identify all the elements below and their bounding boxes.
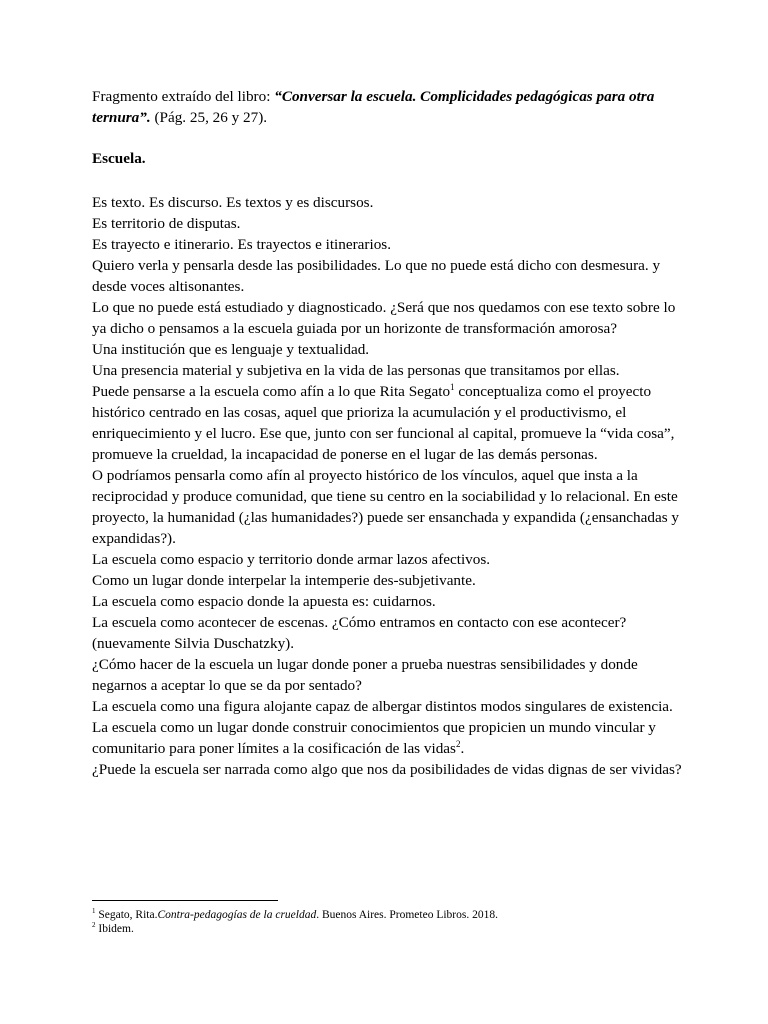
footnote-author: Segato, Rita. [95, 909, 158, 921]
footnote-1 [92, 908, 682, 922]
paragraph-text: conceptualiza como el proyecto histórico centrado en las cosas, aquel que prioriza la acumulación y el productivismo, el enriquecimiento y el lucro. Ese que, junto con ser funcional al capital, promueve la “vida cosa”, promueve la crueldad, la incapacidad de ponerse en el lugar de las demás personas. [92, 383, 675, 463]
footnote-title: Contra-pedagogías de la crueldad [157, 909, 317, 921]
footnote-number: 2 [92, 921, 96, 930]
footnote-ref[interactable]: 1 [450, 381, 455, 392]
paragraph-text: . [460, 740, 465, 757]
document-body [92, 192, 682, 780]
footnote-ref[interactable]: 2 [455, 738, 461, 749]
section-heading: Escuela. [92, 150, 146, 167]
footnote-number: 1 [92, 907, 96, 916]
paragraph: Es texto. Es discurso. Es textos y es discursos. [92, 194, 374, 211]
paragraph: Es territorio de disputas. [92, 215, 241, 232]
paragraph: La escuela como espacio y territorio donde armar lazos afectivos. [92, 551, 491, 568]
intro-prefix: Fragmento extraído del libro: [92, 88, 275, 105]
paragraph: Quiero verla y pensarla desde las posibilidades. Lo que no puede está dicho con desmesura. y desde voces altisonantes. [92, 257, 661, 295]
paragraph-text: La escuela como un lugar donde construir conocimientos que propicien un mundo vincular y comunitario para poner límites a la cosificación de las vidas [92, 719, 656, 757]
paragraph: Una institución que es lenguaje y textualidad. [92, 341, 370, 358]
footnotes [92, 908, 682, 936]
paragraph: ¿Cómo hacer de la escuela un lugar donde poner a prueba nuestras sensibilidades y donde negarnos a aceptar lo que se da por sentado? [92, 656, 638, 694]
paragraph: Una presencia material y subjetiva en la vida de las personas que transitamos por ellas. [92, 362, 620, 379]
paragraph: Lo que no puede está estudiado y diagnosticado. ¿Será que nos quedamos con ese texto sobre lo ya dicho o pensamos a la escuela guiada por un horizonte de transformación amorosa? [92, 299, 676, 337]
intro-line [92, 86, 682, 128]
paragraph: ¿Puede la escuela ser narrada como algo que nos da posibilidades de vidas dignas de ser vividas? [92, 761, 682, 778]
footnote-2 [92, 922, 682, 936]
footnote-divider [92, 900, 278, 901]
intro-pages: (Pág. 25, 26 y 27). [150, 109, 268, 126]
footnote-text: Ibidem. [95, 923, 134, 935]
paragraph-cosificacion [92, 717, 682, 759]
paragraph: La escuela como espacio donde la apuesta es: cuidarnos. [92, 593, 436, 610]
paragraph: Es trayecto e itinerario. Es trayectos e itinerarios. [92, 236, 391, 253]
paragraph: La escuela como una figura alojante capaz de albergar distintos modos singulares de existencia. [92, 698, 673, 715]
paragraph: Como un lugar donde interpelar la intemperie des-subjetivante. [92, 572, 476, 589]
paragraph-text: Puede pensarse a la escuela como afín a lo que Rita Segato [92, 383, 451, 400]
paragraph: O podríamos pensarla como afín al proyecto histórico de los vínculos, aquel que insta a la reciprocidad y produce comunidad, que tiene su centro en la sociabilidad y lo relacional. En este proyecto, la humanidad (¿las humanidades?) puede ser ensanchada y expandida (¿ensanchadas y expandidas?). [92, 467, 680, 547]
book-title: “Conversar la escuela. Complicidades pedagógicas para otra ternura”. [92, 88, 655, 126]
paragraph-segato [92, 381, 682, 465]
paragraph: La escuela como acontecer de escenas. ¿Cómo entramos en contacto con ese acontecer? (nuevamente Silvia Duschatzky). [92, 614, 627, 652]
document-page [92, 86, 682, 935]
footnote-rest: . Buenos Aires. Prometeo Libros. 2018. [316, 909, 498, 921]
